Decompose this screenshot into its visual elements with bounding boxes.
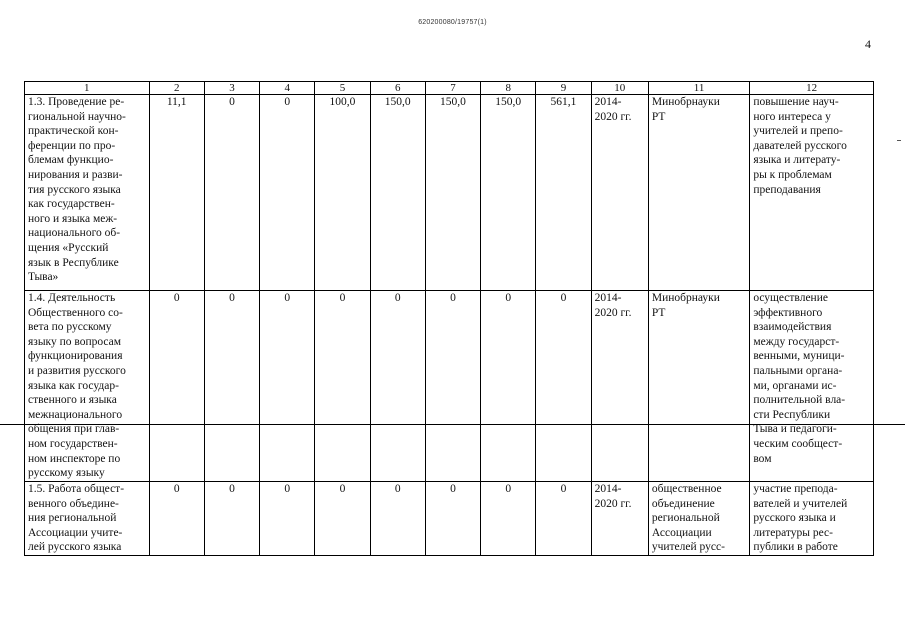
page-number: 4 [865, 37, 871, 51]
document-code: 620200080/19757(1) [418, 19, 487, 26]
executor-cell: Минобрнауки РТ [648, 95, 749, 291]
column-header: 1 [25, 82, 150, 95]
value-cell: 0 [425, 482, 480, 556]
value-cell: 0 [315, 291, 370, 482]
period-cell: 2014- 2020 гг. [591, 482, 648, 556]
value-cell: 0 [481, 291, 536, 482]
period-cell: 2014- 2020 гг. [591, 291, 648, 482]
table-row [25, 482, 874, 556]
value-cell: 150,0 [370, 95, 425, 291]
result-cell: повышение науч- ного интереса у учителей и препо- давателей русского языка и литерату- ры к проблемам преподавания [750, 95, 874, 291]
executor-cell: Минобрнауки РТ [648, 291, 749, 482]
column-header: 7 [425, 82, 480, 95]
value-cell: 0 [149, 291, 204, 482]
column-header: 9 [536, 82, 591, 95]
executor-cell: общественное объединение региональной Ассоциации учителей русс- [648, 482, 749, 556]
value-cell: 11,1 [149, 95, 204, 291]
value-cell: 0 [536, 482, 591, 556]
value-cell: 0 [370, 291, 425, 482]
scan-fold-line [0, 424, 905, 425]
column-header: 5 [315, 82, 370, 95]
column-header: 12 [750, 82, 874, 95]
value-cell: 0 [204, 95, 259, 291]
column-header: 4 [260, 82, 315, 95]
column-number-row [25, 82, 874, 95]
column-header: 2 [149, 82, 204, 95]
column-header: 6 [370, 82, 425, 95]
value-cell: 0 [260, 482, 315, 556]
measure-name-cell: 1.3. Проведение ре- гиональной научно- практической кон- ференции по про- блемам функцио- нирования и разви- тия русского языка как государствен- ного и языка меж- национального об- щения «Русский язык в Республике Тыва» [25, 95, 150, 291]
value-cell: 0 [260, 291, 315, 482]
table-row [25, 291, 874, 482]
column-header: 8 [481, 82, 536, 95]
value-cell: 561,1 [536, 95, 591, 291]
period-cell: 2014- 2020 гг. [591, 95, 648, 291]
value-cell: 0 [370, 482, 425, 556]
result-cell: участие препода- вателей и учителей русского языка и литературы рес- публики в работе [750, 482, 874, 556]
result-cell: осуществление эффективного взаимодействия между государст- венными, муници- пальными органа- ми, органами ис- полнительной вла- сти Республики Тыва и педагоги- ческим сообщест- вом [750, 291, 874, 482]
value-cell: 150,0 [481, 95, 536, 291]
table-row [25, 95, 874, 291]
value-cell: 0 [481, 482, 536, 556]
column-header: 11 [648, 82, 749, 95]
value-cell: 0 [204, 482, 259, 556]
scan-edge-mark [897, 140, 901, 141]
measure-name-cell: 1.5. Работа общест- венного объедине- ния региональной Ассоциации учите- лей русского языка [25, 482, 150, 556]
program-table [24, 81, 874, 556]
value-cell: 0 [204, 291, 259, 482]
column-header: 3 [204, 82, 259, 95]
value-cell: 0 [536, 291, 591, 482]
value-cell: 0 [425, 291, 480, 482]
column-header: 10 [591, 82, 648, 95]
value-cell: 100,0 [315, 95, 370, 291]
value-cell: 150,0 [425, 95, 480, 291]
measure-name-cell: 1.4. Деятельность Общественного со- вета по русскому языку по вопросам функционирования и развития русского языка как государ- ственного и языка межнационального общения при глав- ном государствен- ном инспекторе по русскому языку [25, 291, 150, 482]
value-cell: 0 [315, 482, 370, 556]
value-cell: 0 [260, 95, 315, 291]
value-cell: 0 [149, 482, 204, 556]
